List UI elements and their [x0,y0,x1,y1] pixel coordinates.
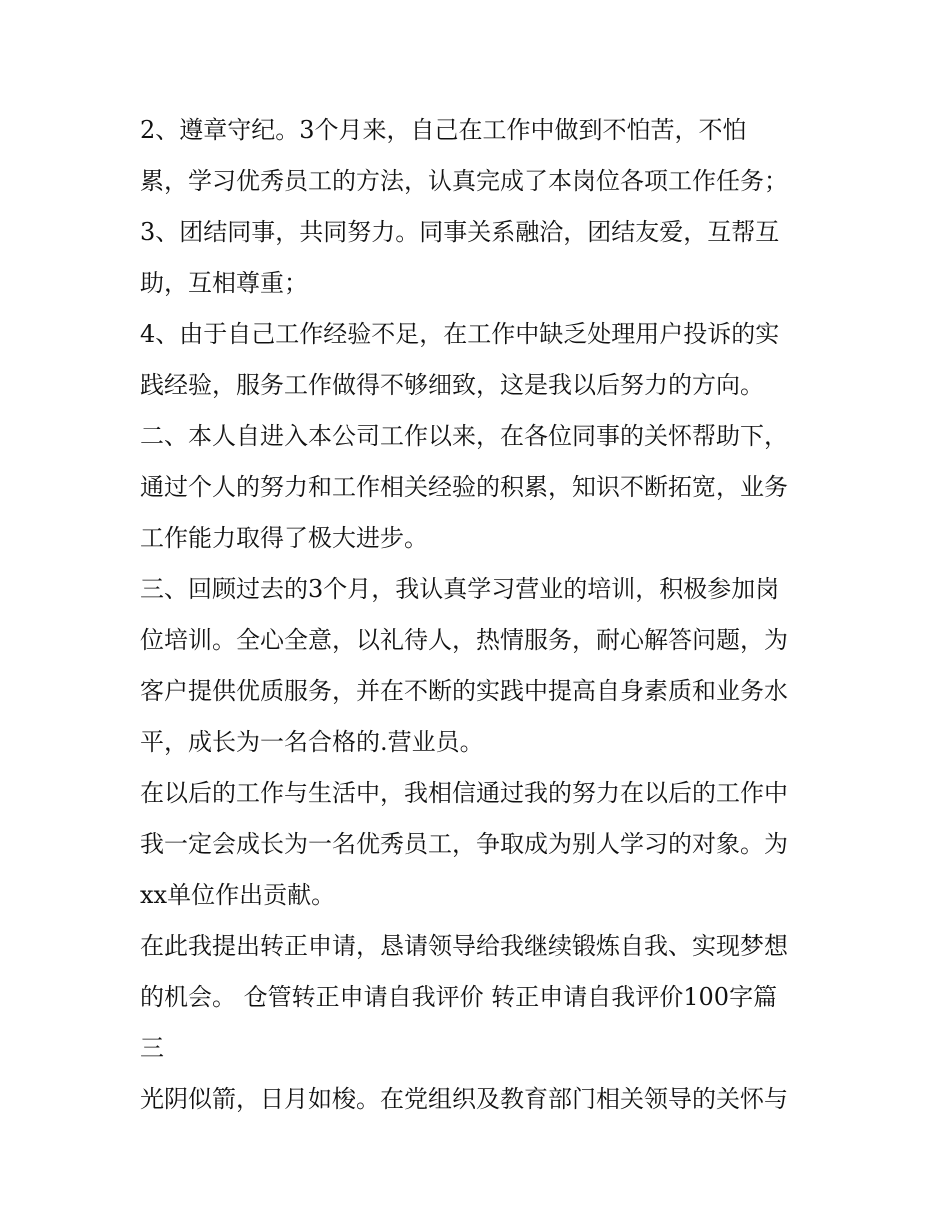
text-line: 二、本人自进入本公司工作以来，在各位同事的关怀帮助下， [140,422,788,450]
text-line: 践经验，服务工作做得不够细致，这是我以后努力的方向。 [140,371,764,399]
text-line: 光阴似箭，日月如梭。在党组织及教育部门相关领导的关怀与 [140,1085,788,1113]
text-line: 2、遵章守纪。3个月来，自己在工作中做到不怕苦，不怕 [140,116,747,144]
text-line: 位培训。全心全意，以礼待人，热情服务，耐心解答问题，为 [140,626,788,654]
text-line: 三 [140,1034,164,1062]
text-line: 在以后的工作与生活中，我相信通过我的努力在以后的工作中 [140,779,788,807]
text-line: 累，学习优秀员工的方法，认真完成了本岗位各项工作任务； [140,167,788,195]
text-line: 在此我提出转正申请，恳请领导给我继续锻炼自我、实现梦想 [140,932,788,960]
text-line: 工作能力取得了极大进步。 [140,524,428,552]
text-line: 3、团结同事，共同努力。同事关系融洽，团结友爱，互帮互 [140,218,780,246]
text-line: 平，成长为一名合格的.营业员。 [140,728,484,756]
text-line: xx单位作出贡献。 [140,881,336,909]
text-line: 助，互相尊重； [140,269,308,297]
text-line: 4、由于自己工作经验不足，在工作中缺乏处理用户投诉的实 [140,320,780,348]
text-line: 客户提供优质服务，并在不断的实践中提高自身素质和业务水 [140,677,788,705]
text-line: 三、回顾过去的3个月，我认真学习营业的培训，积极参加岗 [140,575,780,603]
text-line: 通过个人的努力和工作相关经验的积累，知识不断拓宽，业务 [140,473,788,501]
text-line: 的机会。 仓管转正申请自我评价 转正申请自我评价100字篇 [140,983,778,1011]
text-line: 我一定会成长为一名优秀员工，争取成为别人学习的对象。为 [140,830,788,858]
